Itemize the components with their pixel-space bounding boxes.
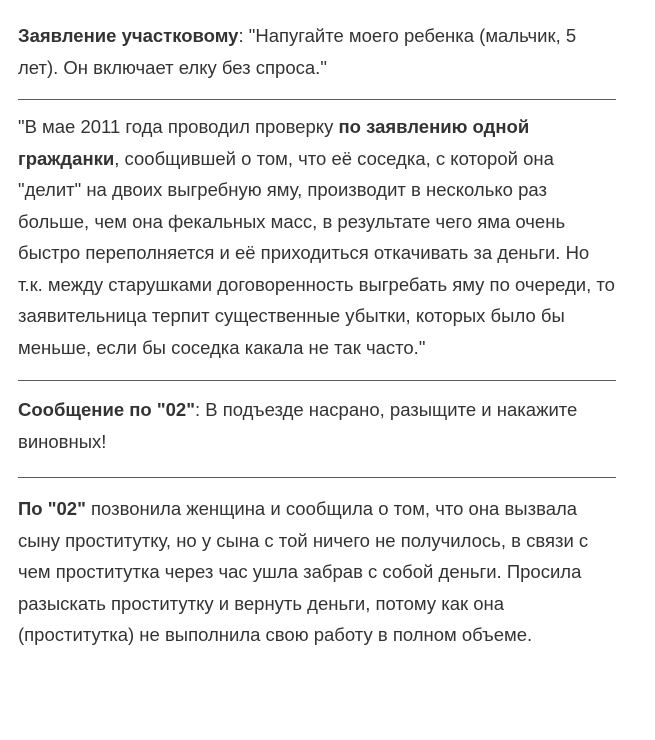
entry-text: , сообщившей о том, что её соседка, с которой она "делит" на двоих выгребную яму, производит в несколько раз больше, чем она фекальных масс, в результате чего яма очень быстро переполняется и её приходиться откачивать за деньги. Но т.к. между старушками договоренность выгребать яму по очереди, то заявительница терпит существенные убытки, которых было бы меньше, если бы соседка какала не так часто." <box>18 147 615 358</box>
entry-02-call-woman <box>18 478 618 651</box>
entry-text: позвонила женщина и сообщила о том, что она вызвала сыну проститутку, но у сына с той ничего не получилось, в связи с чем проститутка через час ушла забрав с собой деньги. Просила разыскать проститутку и вернуть деньги, потому как она (проститутка) не выполнила свою работу в полном объеме. <box>18 498 589 645</box>
entry-heading: Заявление участковому <box>18 25 239 46</box>
entry-may-2011-inspection <box>18 100 618 363</box>
entry-heading: по заявлению одной гражданки <box>18 116 530 169</box>
entry-heading: По "02" <box>18 498 86 519</box>
entry-text-intro: "В мае 2011 года проводил проверку <box>18 116 339 137</box>
entry-02-report-entrance <box>18 381 618 457</box>
entry-heading: Сообщение по "02" <box>18 399 195 420</box>
entry-text: : В подъезде насрано, разыщите и накажите виновных! <box>18 399 578 452</box>
entry-statement-to-officer <box>18 0 618 83</box>
entry-text: : "Напугайте моего ребенка (мальчик, 5 лет). Он включает елку без спроса." <box>18 25 577 78</box>
article-body <box>18 0 618 651</box>
